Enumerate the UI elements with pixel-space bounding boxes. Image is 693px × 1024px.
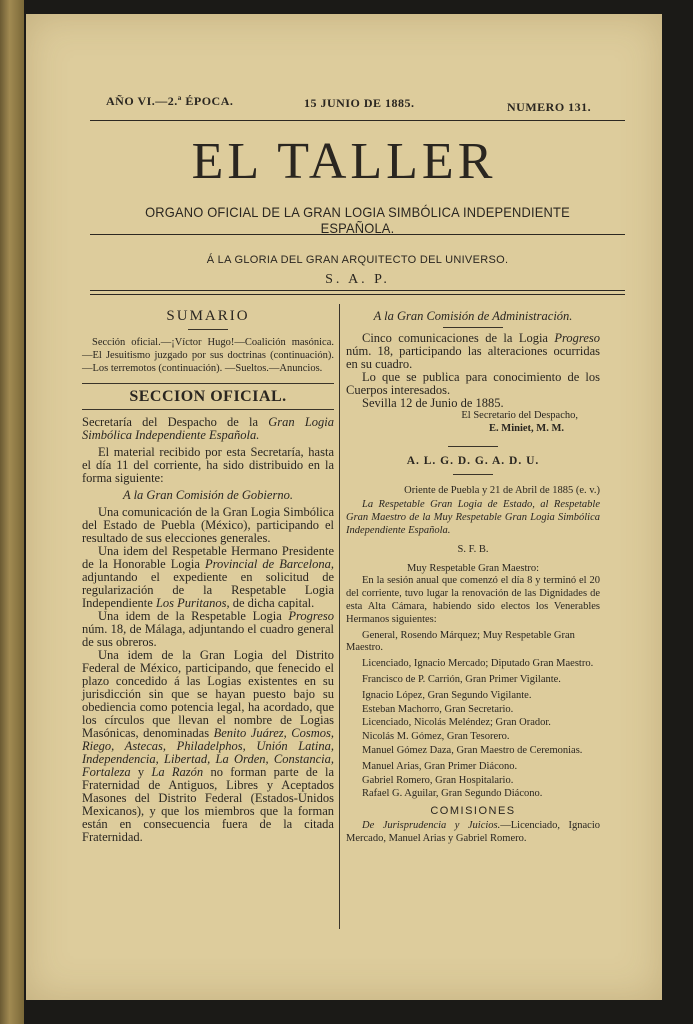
oriente-line: Oriente de Puebla y 21 de Abril de 1885 (e. v.)	[404, 484, 600, 496]
paragraph-secretaria	[82, 416, 334, 442]
dignidad-item: General, Rosendo Márquez; Muy Respetable Gran Maestro.	[346, 629, 575, 654]
p5-a: Una idem del Respetable Hermano Presidente de la Honorable Logia	[82, 544, 334, 571]
p7-c: y	[130, 765, 152, 779]
p7-e: no forman parte de la Fraternidad de Antiguos, Libres y Aceptados Masones del Distrito Federal (Estados-Unidos Mexicanos), y que los miembros que la forman están en consecuencia fuera de la citada Fraternidad.	[82, 765, 335, 844]
paragraph-progreso	[82, 610, 334, 649]
dignidad-item: Licenciado, Nicolás Meléndez; Gran Orador.	[362, 717, 551, 729]
sumario-bottom-rule	[82, 383, 334, 384]
paragraph-material: El material recibido por esta Secretaría, hasta el día 11 del corriente, ha sido distribuido en la forma siguiente:	[82, 445, 334, 485]
p5-d: Los Puritanos,	[155, 596, 230, 610]
header-fecha: 15 JUNIO DE 1885.	[304, 96, 415, 110]
p7-b: Benito Juárez, Cosmos, Riego, Astecas, Philadelphos, Unión Latina, Independencia, Libertad, La Orden, Constancia, Fortaleza	[82, 726, 334, 779]
p5-b: Provincial de Barcelona,	[205, 557, 334, 571]
paragraph-puebla: Una comunicación de la Gran Logia Simbólica del Estado de Puebla (México), participando el resultado de sus elecciones generales.	[82, 505, 334, 545]
p1-italic: Gran Logia Simbólica Independiente Española.	[82, 415, 334, 442]
admin-title: A la Gran Comisión de Administración.	[373, 309, 573, 323]
header-numero: NUMERO 131.	[507, 100, 592, 114]
seccion-oficial-title: SECCION OFICIAL.	[129, 388, 287, 405]
dignidad-item: Licenciado, Ignacio Mercado; Diputado Gran Maestro.	[362, 658, 594, 670]
algdgadu-rule	[448, 446, 498, 447]
header-rule	[90, 120, 625, 121]
algdgadu-rule-2	[453, 474, 493, 475]
p6-a: Una idem de la Respetable Logia	[98, 609, 289, 623]
masthead-subtitle: ORGANO OFICIAL DE LA GRAN LOGIA SIMBÓLICA INDEPENDIENTE ESPAÑOLA.	[145, 204, 570, 236]
dignidad-item: Ignacio López, Gran Segundo Vigilante.	[362, 689, 532, 701]
p5-e: de dicha capital.	[229, 596, 315, 610]
r1-c: núm. 18, participando las alteraciones ocurridas en su cuadro.	[346, 344, 600, 371]
masthead-sap: S. A. P.	[325, 272, 390, 287]
paragraph-cinco	[346, 332, 600, 371]
column-divider	[339, 304, 340, 929]
algdgadu-heading: A. L. G. D. G. A. D. U.	[406, 454, 540, 467]
cuerpo-carta: En la sesión anual que comenzó el día 8 y terminó el 20 del corriente, tuvo lugar la renovación de las Dignidades de esta Alta Cámara, habiendo sido electos los Venerables Hermanos siguientes:	[346, 575, 600, 625]
right-column	[346, 310, 600, 846]
masthead-rule	[90, 234, 625, 235]
newspaper-page	[26, 14, 662, 1000]
masthead-invocation: Á LA GLORIA DEL GRAN ARQUITECTO DEL UNIVERSO.	[206, 254, 509, 266]
dignidad-item: Rafael G. Aguilar, Gran Segundo Diácono.	[362, 788, 543, 800]
destinatario-italic: La Respetable Gran Logia de Estado, al Respetable Gran Maestro de la Muy Respetable Gran Logia Simbólica Independiente Española.	[346, 499, 600, 536]
comisiones-text	[346, 820, 600, 846]
gobierno-heading	[82, 489, 334, 502]
header-epoca: AÑO VI.—2.ª ÉPOCA.	[106, 94, 234, 108]
admin-heading	[346, 310, 600, 323]
destinatario	[346, 499, 600, 537]
sumario-rule	[188, 329, 228, 330]
masthead-double-rule-2	[90, 294, 625, 295]
admin-rule	[443, 327, 503, 328]
paragraph-barcelona	[82, 545, 334, 610]
book-binding	[0, 0, 24, 1024]
comisiones-plain: —Licenciado, Ignacio Mercado, Manuel Arias y Gabriel Romero.	[346, 820, 600, 844]
dignidad-item: Francisco de P. Carrión, Gran Primer Vigilante.	[362, 673, 561, 685]
dignidad-item: Nicolás M. Gómez, Gran Tesorero.	[362, 731, 510, 743]
masthead-double-rule	[90, 290, 625, 291]
saludo-line: Muy Respetable Gran Maestro:	[406, 562, 540, 574]
dignidad-item: Gabriel Romero, Gran Hospitalario.	[362, 774, 514, 786]
dignidad-item: Manuel Gómez Daza, Gran Maestro de Ceremonias.	[362, 744, 583, 756]
p7-a: Una idem de la Gran Logia del Distrito Federal de México, participando, que fenecido el plazo concedido á las Logias existentes en su jurisdicción sin que se hayan puesto bajo su obediencia como potencia legal, ha acordado, que los círculos que llevan el nombre de Logias Masónicas, denominadas	[82, 648, 334, 740]
secretario-line: El Secretario del Despacho,	[461, 410, 578, 421]
left-column	[82, 310, 334, 844]
r1-a: Cinco comunicaciones de la Logia	[362, 331, 555, 345]
sumario-text: Sección oficial.—¡Víctor Hugo!—Coalición masónica.—El Jesuitismo juzgado por sus doctrinas (continuación).—Los terremotos (continuación). —Sueltos.—Anuncios.	[82, 337, 334, 374]
comisiones-heading: COMISIONES	[430, 805, 516, 818]
dignidad-item: Manuel Arias, Gran Primer Diácono.	[362, 760, 518, 772]
p1-text: Secretaría del Despacho de la	[82, 415, 269, 429]
paragraph-sevilla: Sevilla 12 de Junio de 1885.	[362, 396, 504, 410]
sfb-line: S. F. B.	[457, 543, 489, 555]
p3-italic: A la Gran Comisión de Gobierno.	[123, 488, 293, 502]
r1-b: Progreso	[554, 331, 600, 345]
paragraph-publica: Lo que se publica para conocimiento de los Cuerpos interesados.	[346, 370, 600, 397]
p7-d: La Razón	[151, 765, 204, 779]
sumario-title: SUMARIO	[166, 308, 250, 324]
p6-b: Progreso	[288, 609, 334, 623]
comisiones-italic: De Jurisprudencia y Juicios.	[362, 820, 501, 832]
masthead-title: EL TALLER	[191, 133, 497, 190]
dignidad-item: Esteban Machorro, Gran Secretario.	[362, 703, 514, 715]
paragraph-mexico	[82, 649, 334, 844]
secretario-name: E. Miniet, M. M.	[489, 422, 564, 434]
seccion-rule	[82, 409, 334, 410]
p6-c: núm. 18, de Málaga, adjuntando el cuadro general de sus obreros.	[82, 622, 334, 649]
p5-c: adjuntando el expediente en solicitud de regularización de la Respetable Logia Independiente	[82, 570, 334, 610]
